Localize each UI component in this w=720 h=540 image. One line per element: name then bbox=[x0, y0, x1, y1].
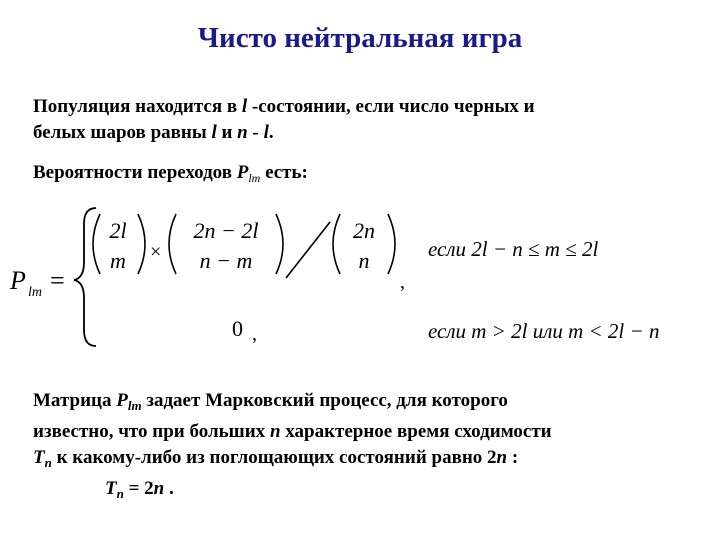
binomial-3-top: 2n bbox=[353, 218, 375, 243]
zero-value: 0 bbox=[232, 316, 243, 341]
subscript-n: n bbox=[44, 455, 52, 470]
slide-title: Чисто нейтральная игра bbox=[197, 22, 523, 54]
markov-line-1 bbox=[33, 388, 552, 419]
variable-t: T bbox=[105, 478, 117, 499]
binomial-1-left-paren bbox=[93, 214, 100, 274]
markov-line-3 bbox=[33, 445, 552, 476]
division-slash bbox=[286, 222, 330, 278]
population-line-2 bbox=[33, 120, 535, 146]
binomial-1-right-paren bbox=[138, 214, 145, 274]
left-curly-brace bbox=[74, 208, 96, 346]
times-sign: × bbox=[150, 241, 162, 263]
transition-probabilities-line bbox=[33, 160, 308, 191]
binomial-3-bottom: n bbox=[358, 248, 370, 273]
text-fragment: . bbox=[164, 478, 174, 499]
population-paragraph bbox=[33, 94, 535, 146]
text-fragment: задает Марковский процесс, для которого bbox=[141, 390, 508, 411]
text-fragment: = 2 bbox=[123, 478, 154, 499]
comma: , bbox=[400, 271, 405, 293]
transition-probability-formula bbox=[0, 200, 720, 350]
formula-lhs: P bbox=[10, 266, 26, 295]
text-fragment: -состоянии, если число черных и bbox=[247, 96, 535, 117]
subscript-n: n bbox=[116, 486, 124, 501]
variable-n: n bbox=[269, 421, 281, 442]
variable-t: T bbox=[33, 447, 45, 468]
markov-line-4 bbox=[33, 476, 552, 507]
binomial-1-top: 2l bbox=[109, 218, 127, 243]
subscript-lm: lm bbox=[248, 171, 261, 185]
markov-paragraph bbox=[33, 388, 552, 507]
variable-p: P bbox=[116, 390, 128, 411]
subscript-lm: lm bbox=[127, 398, 142, 413]
binomial-2-right-paren bbox=[276, 214, 283, 274]
text-fragment: Популяция находится в bbox=[33, 96, 242, 117]
variable-n-minus-l: n - l bbox=[237, 122, 269, 143]
text-fragment: характерное время сходимости bbox=[280, 421, 552, 442]
comma: , bbox=[252, 323, 257, 345]
markov-line-2 bbox=[33, 419, 552, 445]
binomial-2-left-paren bbox=[169, 214, 176, 274]
binomial-3-right-paren bbox=[388, 214, 395, 274]
binomial-1-bottom: m bbox=[110, 248, 126, 273]
variable-n: n bbox=[153, 478, 165, 499]
text-fragment: Матрица bbox=[33, 390, 117, 411]
equals-sign: = bbox=[50, 266, 65, 295]
binomial-2-top: 2n − 2l bbox=[193, 218, 259, 243]
text-fragment: Вероятности переходов bbox=[33, 162, 237, 183]
condition-2: если m > 2l или m < 2l − n bbox=[428, 319, 660, 343]
text-fragment: белых шаров равны bbox=[33, 122, 212, 143]
variable-n: n bbox=[496, 447, 508, 468]
text-fragment: и bbox=[216, 122, 238, 143]
text-fragment: есть: bbox=[260, 162, 308, 183]
text-fragment: известно, что при больших bbox=[33, 421, 270, 442]
variable-l: l bbox=[211, 122, 217, 143]
text-fragment: : bbox=[507, 447, 519, 468]
text-fragment: . bbox=[268, 122, 274, 143]
condition-1: если 2l − n ≤ m ≤ 2l bbox=[428, 237, 599, 261]
variable-l: l bbox=[241, 96, 248, 117]
population-line-1 bbox=[33, 94, 535, 120]
variable-p: P bbox=[236, 162, 249, 183]
formula-lhs-subscript: lm bbox=[28, 285, 42, 300]
binomial-3-left-paren bbox=[333, 214, 340, 274]
binomial-2-bottom: n − m bbox=[199, 248, 253, 273]
text-fragment: к какому-либо из поглощающих состояний равно 2 bbox=[51, 447, 497, 468]
